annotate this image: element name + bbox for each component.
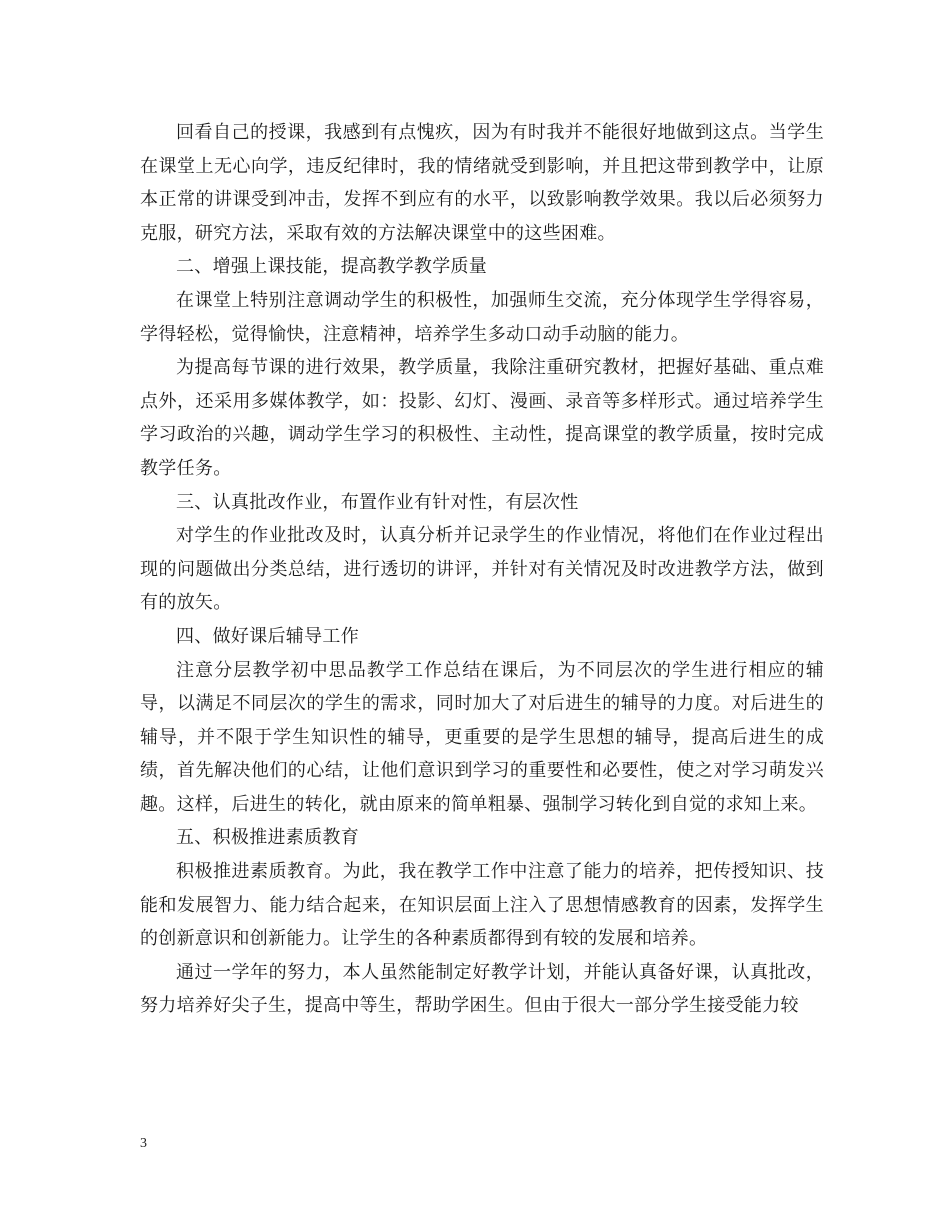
paragraph-reflection: 回看自己的授课，我感到有点愧疚，因为有时我并不能很好地做到这点。当学生在课堂上无心向学，违反纪律时，我的情绪就受到影响，并且把这带到教学中，让原本正常的讲课受到冲击，发挥不到应有的水平，以致影响教学效果。我以后必须努力克服，研究方法，采取有效的方法解决课堂中的这些困难。 xyxy=(140,122,824,244)
section-heading-4: 四、做好课后辅导工作 xyxy=(176,625,359,647)
paragraph-tutoring: 注意分层教学初中思品教学工作总结在课后，为不同层次的学生进行相应的辅导，以满足不同层次的学生的需求，同时加大了对后进生的辅导的力度。对后进生的辅导，并不限于学生知识性的辅导，更重要的是学生思想的辅导，提高后进生的成绩，首先解决他们的心结，让他们意识到学习的重要性和必要性，使之对学习萌发兴趣。这样，后进生的转化，就由原来的简单粗暴、强制学习转化到自觉的求知上来。 xyxy=(140,659,824,815)
document-body xyxy=(140,116,824,1023)
page-number: 3 xyxy=(140,1136,147,1151)
paragraph-summary: 通过一学年的努力，本人虽然能制定好教学计划，并能认真备好课，认真批改，努力培养好尖子生，提高中等生，帮助学困生。但由于很大一部分学生接受能力较 xyxy=(140,961,824,1017)
paragraph-teaching-quality: 为提高每节课的进行效果，教学质量，我除注重研究教材，把握好基础、重点难点外，还采用多媒体教学，如：投影、幻灯、漫画、录音等多样形式。通过培养学生学习政治的兴趣，调动学生学习的积极性、主动性，提高课堂的教学质量，按时完成教学任务。 xyxy=(140,357,824,479)
paragraph-classroom-engagement: 在课堂上特别注意调动学生的积极性，加强师生交流，充分体现学生学得容易，学得轻松，觉得愉快，注意精神，培养学生多动口动手动脑的能力。 xyxy=(140,289,824,345)
paragraph-homework: 对学生的作业批改及时，认真分析并记录学生的作业情况，将他们在作业过程出现的问题做出分类总结，进行透切的讲评，并针对有关情况及时改进教学方法，做到有的放矢。 xyxy=(140,525,824,614)
section-heading-3: 三、认真批改作业，布置作业有针对性，有层次性 xyxy=(176,491,579,513)
section-heading-2: 二、增强上课技能，提高教学教学质量 xyxy=(176,256,488,278)
section-heading-5: 五、积极推进素质教育 xyxy=(176,827,359,849)
paragraph-quality-education: 积极推进素质教育。为此，我在教学工作中注意了能力的培养，把传授知识、技能和发展智力、能力结合起来，在知识层面上注入了思想情感教育的因素，发挥学生的创新意识和创新能力。让学生的各种素质都得到有较的发展和培养。 xyxy=(140,861,824,950)
